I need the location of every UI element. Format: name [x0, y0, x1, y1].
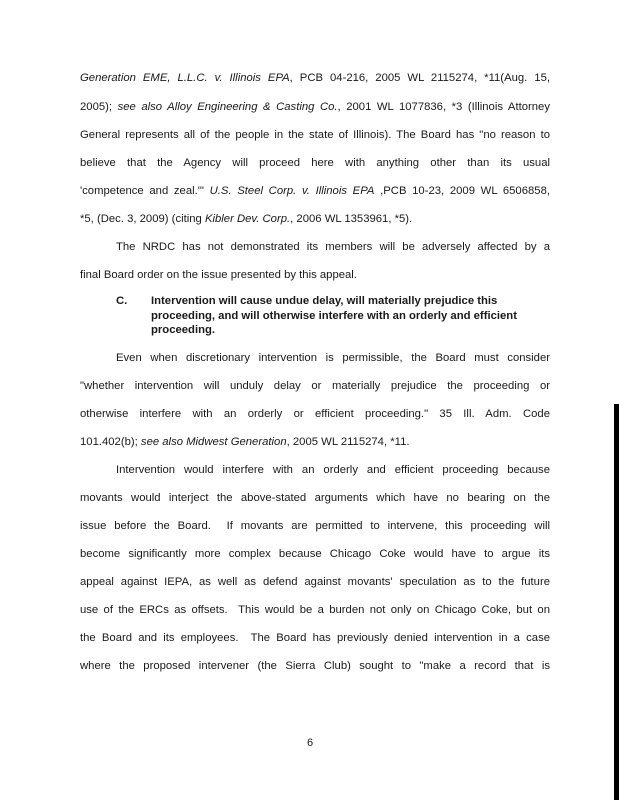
text-run: , 2005 WL 2115274, *11. [286, 436, 410, 448]
text-line [80, 70, 550, 86]
case-citation: Generation EME, L.L.C. v. Illinois EPA [80, 72, 290, 84]
text-line [80, 602, 550, 618]
text-line [80, 490, 550, 506]
scan-edge-bar [614, 404, 619, 800]
page-number: 6 [306, 737, 314, 749]
text-line [80, 183, 550, 199]
text-run: *5, (Dec. 3, 2009) (citing [80, 213, 205, 225]
text-line [116, 350, 550, 366]
case-citation: see also Midwest Generation [140, 436, 287, 448]
text-run: believe that the Agency will proceed here with anything other than its usual [80, 157, 550, 169]
text-run: where the proposed intervener (the Sierra Club) sought to "make a record that is [80, 660, 550, 672]
text-line [80, 267, 550, 283]
text-run: become significantly more complex because Chicago Coke would have to argue its [80, 548, 550, 560]
section-heading-line: Intervention will cause undue delay, will materially prejudice this [151, 295, 498, 307]
text-line [80, 99, 550, 115]
text-run: 'competence and zeal.'" [80, 185, 210, 197]
text-line [80, 434, 550, 450]
text-run: The NRDC has not demonstrated its members will be adversely affected by a [116, 241, 550, 253]
text-run: , PCB 04-216, 2005 WL 2115274, *11(Aug. 15, [289, 72, 550, 84]
text-run: "whether intervention will unduly delay or materially prejudice the proceeding or [80, 380, 550, 392]
text-line [80, 546, 550, 562]
text-run: Intervention would interfere with an orderly and efficient proceeding because [116, 464, 550, 476]
text-run: , 2001 WL 1077836, *3 (Illinois Attorney [337, 101, 550, 113]
case-citation: U.S. Steel Corp. v. Illinois EPA [209, 185, 375, 197]
text-line [80, 406, 550, 422]
text-run: movants would interject the above-stated arguments which have no bearing on the [80, 492, 550, 504]
text-line [80, 211, 550, 227]
text-run: final Board order on the issue presented by this appeal. [80, 269, 357, 281]
case-citation: Kibler Dev. Corp. [204, 213, 291, 225]
section-letter: C. [116, 295, 128, 307]
text-line [116, 462, 550, 478]
text-line [80, 518, 550, 534]
text-run: Even when discretionary intervention is permissible, the Board must consider [116, 352, 550, 364]
text-line [80, 127, 550, 143]
text-line [80, 155, 550, 171]
text-line [80, 378, 550, 394]
text-run: issue before the Board. If movants are permitted to intervene, this proceeding will [80, 520, 550, 532]
text-run: 2005); [80, 101, 118, 113]
text-run: , 2006 WL 1353961, *5). [290, 213, 413, 225]
text-run: the Board and its employees. The Board has previously denied intervention in a case [80, 632, 550, 644]
text-run: ,PCB 10-23, 2009 WL 6506858, [374, 185, 550, 197]
text-run: General represents all of the people in the state of Illinois). The Board has "no reason to [80, 129, 550, 141]
text-run: otherwise interfere with an orderly or efficient proceeding." 35 Ill. Adm. Code [80, 408, 550, 420]
text-line [80, 658, 550, 674]
text-line [80, 630, 550, 646]
text-line [80, 574, 550, 590]
text-run: 101.402(b); [80, 436, 141, 448]
section-heading-line: proceeding, and will otherwise interfere with an orderly and efficient [151, 310, 517, 322]
text-line [116, 239, 550, 255]
text-run: use of the ERCs as offsets. This would be a burden not only on Chicago Coke, but on [80, 604, 550, 616]
section-heading-line: proceeding. [151, 324, 216, 336]
text-run: appeal against IEPA, as well as defend against movants' speculation as to the future [80, 576, 550, 588]
case-citation: see also Alloy Engineering & Casting Co. [117, 101, 338, 113]
